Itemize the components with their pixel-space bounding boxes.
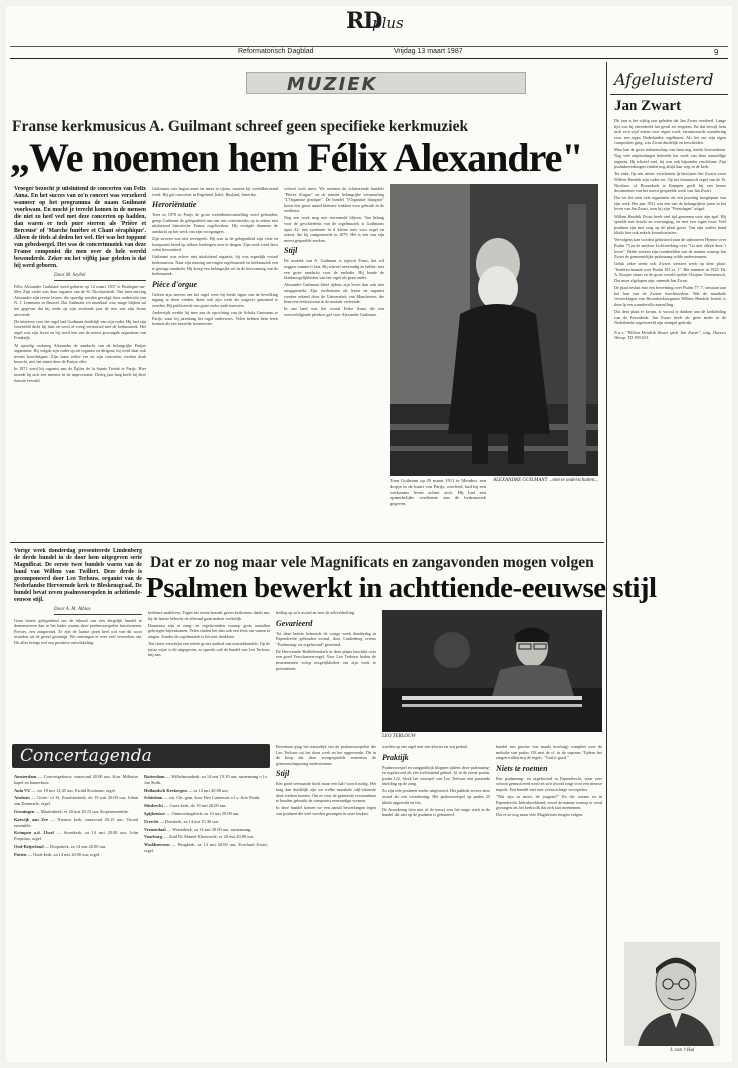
masthead <box>6 6 732 68</box>
concert-item <box>14 795 138 807</box>
masthead-paper-name: Reformatorisch Dagblad <box>238 48 314 55</box>
concert-text: — Grote kerk, do 19 mrt 20.00 uur. <box>162 803 227 809</box>
concert-item <box>14 774 138 786</box>
gehoord-info: N.a.v. "Willem Hendrik Zwart spelt Jan Zwart", uitg. Dureco Weesp, TD 199.013. <box>614 329 726 341</box>
caption-terlouw: LEO TERLOUW <box>382 734 416 739</box>
article2-intro-col: Vorige week donderdag presenteerde Lindenberg de derde bundel in de door hem uitgegeven serie Magnificat. De eerste twee bundels waren van de hand van Willem van Twillert. Deze derde is gecomponeerd door Leo Terlouw, organist van de Nederlandse Hervormde kerk te Bleskensgraaf. De bundel bevat zeven psalmvoorspelen in achttiende-eeuwse stijl. Door A. M. Albias Geen betere gelegenheid om de inhoud van een dergelijk bundel te demonstreren dan in het kader waarin deze psalmvoorspelen functioneren. Precies, een zangavond. Er zijn de laatste jaren heel wat van dit soort avonden uit de grond gestampt. We ontvangen er zeer veel verzoeken om. Dit alles brengt wel een positieve ontwikkeling. <box>14 548 142 645</box>
article1-kicker: Franse kerkmusicus A. Guilmant schreef geen specifieke kerkmuziek <box>12 118 469 135</box>
concert-item <box>144 827 268 833</box>
article2-sub3: Niets te roemen <box>496 763 548 773</box>
article1-byline: Door M. Seybel <box>54 273 146 281</box>
concert-item <box>14 809 138 815</box>
concert-place: Putten <box>14 851 27 857</box>
concert-text: — Grote- of St. Eusebiuskerk, do 19 mrt 20.00 uur, Johan van Dommele, orgel. <box>14 795 138 807</box>
concert-text: — Martinikerk, vr 20 mrt 20.15 uur, Koperensemble. <box>34 808 129 814</box>
concert-place: Krimpen a.d. IJssel <box>14 830 54 836</box>
concert-item <box>144 842 268 854</box>
concert-place: Rotterdam <box>144 774 165 779</box>
article2-headline: Psalmen bewerkt in achttiende-eeuwse stijl <box>146 572 657 604</box>
concert-text: — Dorpskerk, za 14 mrt 20.00 uur. <box>43 843 107 849</box>
concert-text: — Concertgebouw, vanavond 20.00 uur, Kon. Militaire kapel en kamerkoor. <box>14 774 138 785</box>
concert-item <box>144 774 268 786</box>
jan-zwart-drawing <box>624 942 720 1046</box>
concert-place: Aula VU <box>14 787 31 793</box>
caption-guilmant: ALEXANDRE GUILMANT ...niet te onderschatten... <box>493 478 598 483</box>
concert-place: Amsterdam <box>14 774 37 779</box>
section-label: MUZIEK <box>287 74 378 95</box>
concert-item <box>144 811 268 817</box>
gehoord-label: Afgeluisterd <box>614 70 714 89</box>
concert-text: — Nieuwe kerk, vanavond 20.15 uur, Vocaal ensemble. <box>14 816 138 828</box>
concert-text: — Wilhelminakerk, za 14 mrt 19.30 uur, samenzang o.l.v. Jan Stolk. <box>144 774 268 785</box>
concert-agenda-label: Concertagenda <box>20 746 152 766</box>
article1-headline: „We noemen hem Félix Alexandre" <box>10 135 583 180</box>
gehoord-signature: J. van 't Hul <box>670 1048 695 1053</box>
article1-col1: Vroeger bezocht je uitsluitend de concerten van Felix Anna. En het succes van zo'n concert was verzekerd wanneer op het programma de naam Guilmant voorkwam. En mocht je terecht komen in de mensen die niet zo heel veel met deze concerten op hadden, dan waren er toch pure sterren als 'Prière et Berceuse' of 'Marche funèbre et Chant séraphique'. Alleen de titels al deden het wel. Het was het toppunt van gebedsorgel. Het was de concertmuziek van deze Franse componist die men over de hele wereld bewonderde. Zeker nu het vijftig jaar geleden is dat hij werd geboren. Door M. Seybel Félix Alexandre Guilmant werd geboren op 12 maart 1837 te Boulogne-sur-Mer. Zijn vader was daar organist van de St. Nicolaaskerk. Van hem ontving Alexandre zijn eerste lessen; die spoedig werden gevolgd door onderricht van N. J. Lemmens in Brussel. Dat Guilmant z'n muzikaal was, moge blijken uit het gegeven dat hij reeds op zijn zestiende jaar de mis van zijn leraar uitvoerde. De interesse voor het orgel had Guilmant duidelijk van zijn vader. Hij had zijn voorbeeld dicht bij huis en werd al vroeg vertrouwd met de kerkmuziek. Het orgel was zijn leven en hij werd een van de meest gevraagde organisten van Frankrijk. Al spoedig verkreeg Alexandre de aandacht van de belangrijke Parijse organisten. Hij volgde zijn vader op als organist en dirigent; hij werd daar ook tevens koordirigent. Zijn faam reikte ver en zijn concerten werden druk bezocht, niet het minst door de Parijse elite. In 1871 werd hij organist aan de Église de la Sainte Trinité te Parijs. Hier toonde hij zich een meester in de improvisatie. Dertig jaar lang heeft hij deze functie vervuld. <box>14 186 146 383</box>
concert-item <box>144 803 268 809</box>
concert-agenda-header <box>12 744 270 768</box>
concert-place: Voorburg <box>144 834 163 840</box>
article1-sub2: Pièce d'orgue <box>152 279 198 289</box>
concert-item <box>14 830 138 842</box>
concert-item <box>144 834 268 840</box>
concert-place: Waddinxveen <box>144 842 170 848</box>
article2-sub-stijl: Stijl <box>276 769 290 779</box>
article2-byline: Door A. M. Albias <box>54 607 142 615</box>
concert-item <box>144 788 268 794</box>
gehoord-portrait <box>624 942 720 1046</box>
concert-place: Katwijk aan Zee <box>14 816 49 822</box>
concert-text: — Oude kerk, za 14 mrt 20.00 uur, orgel. <box>26 851 101 857</box>
concert-place: Utrecht <box>144 818 159 824</box>
concert-item <box>14 817 138 829</box>
masthead-date: Vrijdag 13 maart 1987 <box>394 48 463 55</box>
concert-item <box>14 852 138 858</box>
concert-agenda <box>12 744 270 1060</box>
article1-col3: schreef toch meer. We noemen de schitterende bundels "Pièces d'orgue" en de minder belangrijke verzameling "L'Organiste pratique". De bundel "l'Organiste liturgiste" bevat een groot aantal kleinere stukken voor gebruik in de eredienst. Nog een werk mag niet onvermeld blijven. Van belang voor de geschiedenis van de orgelmuziek is Guilmants opus 42: een symfonie in d kleine terts voor orgel en orkest, die hij componeerde in 1879. Het is een van zijn meest gespeelde werken. Stijl De muziek van A. Guilmant is typisch Frans, dat wil zeggen comme il faut. Hij schreef eenvoudig en helder, met een grote aandacht voor de melodie. Hij kende de klankmogelijkheden van het orgel als geen ander. Alexandre Guilmant bleef tijdens zijn leven dan ook niet onopgemerkt. Zijn verdiensten als leraar en organist werden erkend door de Universiteit van Manchester, die hem een eredoctoraat in de muziek verleende. In ons land was het vooral Feike Asma die een overweldigende pleidooi gaf voor Alexandre Guilmant. <box>284 186 384 317</box>
concert-place: Hollandsch Kerkorgen <box>144 787 187 793</box>
concert-place: Groningen <box>14 808 35 814</box>
concert-text: — za 14 mrt 20.00 uur. <box>186 787 229 793</box>
concert-text: — wo 18 mrt 12.45 uur, Ewald Kooiman, orgel. <box>30 787 116 793</box>
concert-place: Sliedrecht <box>144 803 163 809</box>
article2-col5: bundel een grootse fort maakt krachtig) compleet over de melodie van psalm 138 met de cf. in de sopraan. Tijdens het zingen trollen mij de regels: "God is goed." Niets te roemen Een psalmzang- en orgelavond in Papendrecht, waar zeer schoon gemusiceerd werd en zo'n avond zorgt voor een nieuwe impuls. Een bundel met zeer evenwichtige voorspelen. "Wat zijn ze mooi, hè jongens?" En die warme en in Papendrecht. Indrukwekkend, zowel de manier waarop er werd gezongen als het kerkvolk dat zich laat meenemen. Dat er zo nog maar vele Magnificats mogen volgen. <box>496 744 602 818</box>
concert-place: Veenendaal <box>144 826 166 832</box>
concert-text: — Sionskerk, za 14 mrt 20.00 uur, John Propitius, orgel. <box>14 830 138 842</box>
concert-text: — Brugkerk, za 14 mrt 20.00 uur, Everhard Zwart, orgel. <box>144 842 268 853</box>
concert-place: Arnhem <box>14 795 30 801</box>
article2-col1: kerkbare zaakleven. Tegen het eerste bezoek gaven kerkvaren, dankt ma, bij de laatste bebocht de allerand gaan maken werkelijk. Daarnaast zijn er zang- en orgelavonden waarop grote aantallen gelovigen bijeenkomen. Velen vinden het dan ook een feest om samen te zingen. Zonder de orgelmuziek is het niet denkbaar. Ten slotte verschijnt een steeds groter aanbod van muziekbundels. Op de juiste wijze is dit uitgegeven, zo spreekt ook de bundel van Leo Terlouw mij aan. <box>148 610 270 658</box>
article2-col2: bedlag op zo'n avond en zeet de zelfverheffing. Gevarieerd Tot deze laatste behoorde de vorige week donderdag in Papendrecht gehouden avond, door Lindenberg tevens "Psalmzang- en orgelavond" genoemd. De Hervormde Bethlehemkerk in deze plaats beschikt over een goed Verschueren-orgel. Voor Leo Terlouw boden de instrumenten volop mogelijkheden om zijn werk te presenteren. <box>276 610 376 671</box>
newspaper-page <box>6 6 732 1062</box>
gehoord-body: Dit jaar is het vijftig jaar geleden dat Jan Zwart overleed. Lange tijd was hij onverdeeld het geval en vergeten. En dat terwijl hem toch zo'n wijd zetten voor eigen rood, verantwoorde waardering voor een eigen Nederlandse orgelkunst. Als het om zijn eigen composities ging, was Zwart duidelijk en bescheiden. Men kan de grote nalatenschap van hem nog steeds bewonderen. Nog vele ontplooiingen beleefde het werk van deze aanstellige organist. Hij schreef veel, hij was ook bijzonder vruchtbaar. Zijn psalmbewerkingen vinden nog altijd hun weg in de kerk. Ter zake. Op een nieuw verschenen lp bewijzen Jan Zwarts zoon Willem Hendrik zijn vader eer. Op het fantastisch orgel van de St. Nicolaas- of Bovenkerk te Kampen geeft hij een keuze documentair van het meest gespeelde werk van Jan Zwart. Dat tot slot zien vele organisten als een prachtig hoogtepunt van zijn werk. Het jaar 1931 was een van de belangrijkste jaren in het leven van Jan Zwart, toen hij zijn "Feestdagen" uitgaf. Willem Hendrik Zwart heeft veel tijd genomen voor zijn spel. Hij speelde met kracht en overtuiging, en met een eigen toon. Veel psalmen zijn met zorg op de plaat gezet. Van zijn vaders hand klinkt hier ook enkele koraalvariaties. Vervolgens kan worden geluisterd naar de opbouwen Hymne over Psalm 75 en de zetterse Lichtwerking over "Ga niet alleen door 't leven". Beide werken zijn toonbeelden van de manier waarop Jan Zwart de gemeentelijke psalmzang wilde ondersteunen. Geluk zeker stemt ook Zwarts stertiert werk op deze plaat: "Sonbreu maarze over Psalm 103 vs. 1". Het nummer in 1925. Dr. A. Kooper stuurt en de grote wereld spelde Chopins Treurmarsch. Dat moet afgelopen zijn, meende Jan Zwart. De plaat besluit met een bewerking over Psalm 77: 7, ontstaan aan het hart van de Zwarts burchtwerken. Wat de muzikale verwerkingen van Bovenkerksorganist Willem Hendrik betreft is deze lp een waardevolle aanvulling. Dat deze plaat er kwam, is vooral te danken aan de kerkleiding van de Bovenkerk. Jan Zwart heeft als geen ander in de Nederlandse orgelwereld zijn stempel gedrukt. N.a.v. "Willem Hendrik Zwart spelt Jan Zwart", uitg. Dureco Weesp, TD 199.013. <box>614 118 726 938</box>
gehoord-title: Jan Zwart <box>614 98 682 114</box>
masthead-logo: RD <box>346 8 382 34</box>
caption-guilmant-text: Toen Guilmant op 29 maart 1911 te Meudon, een dorpje in de buurt van Parijs, overleed, had hij een werkzaam leven achter zich. Hij had een opmerkelijke verdienste aan de kerkmuziek gegeven. <box>390 478 486 507</box>
article2-col4: worden op een orgel met een klavier en vrij pedaal. Praktijk Psalmvoorspel en zangpraktijk kloppen tijdens deze psalmzang- en orgelavond als een welsluitend geheel. Al in de eerste psalm, psalm 122, bleek het voorspel van Leo Terlouw een passende inleiding op de zang. Zo zijn vele psalmen verder uitgevoerd. Het publiek ervoer deze avond als een verademing. Het psalmvoorspel op psalm 25 klinkt opgewekt en fris. De Avondzang (trio met of de tenor) was het enige werk in de bundel dat niet op de psalmen is gebaseerd. <box>382 744 490 818</box>
concert-item <box>14 844 138 850</box>
terlouw-portrait <box>382 610 602 732</box>
concert-item <box>144 819 268 825</box>
article2-sub1: Gevarieerd <box>276 618 313 628</box>
section-bar <box>246 72 526 94</box>
article1-sub1: Heroriëntatie <box>152 200 197 210</box>
concert-text: — Domkerk, za 14 mrt 15.30 uur. <box>158 818 220 824</box>
article1-lead: Vroeger bezocht je uitsluitend de concerten van Felix Anna. En het succes van zo'n concert was verzekerd wanneer op het programma de naam Guilmant voorkwam. En mocht je terecht komen in de mensen die niet zo heel veel met deze concerten op hadden, dan waren er toch pure sterren als 'Prière et Berceuse' of 'Marche funèbre et Chant séraphique'. Alleen de titels al deden het wel. Het was het toppunt van gebedsorgel. Het was de concertmuziek van deze Franse componist die men over de hele wereld bewonderde. Zeker nu het vijftig jaar geleden is dat hij werd geboren. <box>14 186 146 269</box>
photo-terlouw <box>382 610 602 732</box>
article2-sub2: Praktijk <box>382 752 409 762</box>
concert-text: — Ontmoetingskerk, za 14 mrt 20.00 uur. <box>164 810 240 816</box>
concert-list <box>14 774 268 1058</box>
article2-kicker: Dat er zo nog maar vele Magnificats en zangavonden mogen volgen <box>150 554 594 571</box>
concert-item <box>14 788 138 794</box>
article1-col2: Guilmants ster begon meer en meer te rijzen, waarna hij wereldberoemd werd. Hij gaf concerten in Engeland, Italië, Rusland, Amerika. Heroriëntatie Toen in 1870 in Parijs de grote wereldtentoonstelling werd gehouden, greep Guilmant de gelegenheid aan om een concertreeks op te zetten met uitsluitend historische Franse orgelwerken. Hij vestigde daarmee de aandacht op het werk van zijn voorgangers. Zijn streven was niet tevergeefs. Hij was in de gelegenheid zijn visie en komponist breed op talloze leerlingen over te dragen. Zijn werk werd door velen bewonderd. Guilmant was echter niet uitsluitend organist; hij was eigenlijk vooral kerkmusicus. Naar zijn mening ontvingen orgelmuziek en kerkmuziek een te geringe aandacht. Hij kreeg een belangrijke rol in de hervorming van de kerkmuziek. Pièce d'orgue Geleen zijn streven om het orgel weer bij brede lagen van de bevolking ingang te doen vinden, dient ook zijn werk als uitgever genoemd te worden. Hij publiceerde een grote reeks oude meesters. Anderzijds werkte hij mee aan de oprichting van de Schola Cantorum te Parijs, waar hij jarenlang het orgel onderwees. Velen hebben hem leren kennen als een bezielde leermeester. <box>152 186 278 327</box>
concert-item <box>144 795 268 801</box>
concert-text: — Zuid Ds Mantel Kleewerde, vr 20 mrt 20.00 uur. <box>162 834 254 840</box>
concert-place: Schiedam <box>144 795 163 801</box>
concert-text: — Westerkerk, za 14 mrt 20.00 uur, samenzang. <box>165 826 252 832</box>
masthead-logo-plus: plus <box>372 14 404 32</box>
concert-text: — zat. Chr. gem. koor Deo Cantemus o.l.v. Arie Prenk. <box>162 795 261 801</box>
page-number: 9 <box>714 48 719 57</box>
concert-place: Oud-Beijerland <box>14 843 44 849</box>
article1-sub3: Stijl <box>284 246 298 256</box>
concert-place: Spijkenisse <box>144 810 165 816</box>
article2-col3: Bovenaan ging het natuurlijk om de psalmvoorspelen die Leo Terlouw uit het doen werk en het opgevoerde. Dit in de hoop dat deze voorgespeelde sententies de gemeenschapszang ondersteunen. Stijl Een goed vermaarde horft maar een half woord nodig. Het mag dan duidelijk zijn uit welke muzikale stijl-odomste deze werken komen. Om ze voor de gemeente verstaanbaar te houden gebruikt de componist eenvoudige vormen. In deze bundel komen we een aantal bewerkingen tegen van psalmen die veel worden gezongen in onze kerken. <box>276 744 376 816</box>
article2-intro: Vorige week donderdag presenteerde Lindenberg de derde bundel in de door hem uitgegeven serie Magnificat. De eerste twee bundels waren van de hand van Willem van Twillert. Deze derde is gecomponeerd door Leo Terlouw, organist van de Nederlandse Hervormde kerk te Bleskensgraaf. De bundel bevat zeven psalmvoorspelen in achttiende-eeuwse stijl. <box>14 548 142 603</box>
photo-guilmant <box>390 184 598 476</box>
guilmant-portrait <box>390 184 598 476</box>
